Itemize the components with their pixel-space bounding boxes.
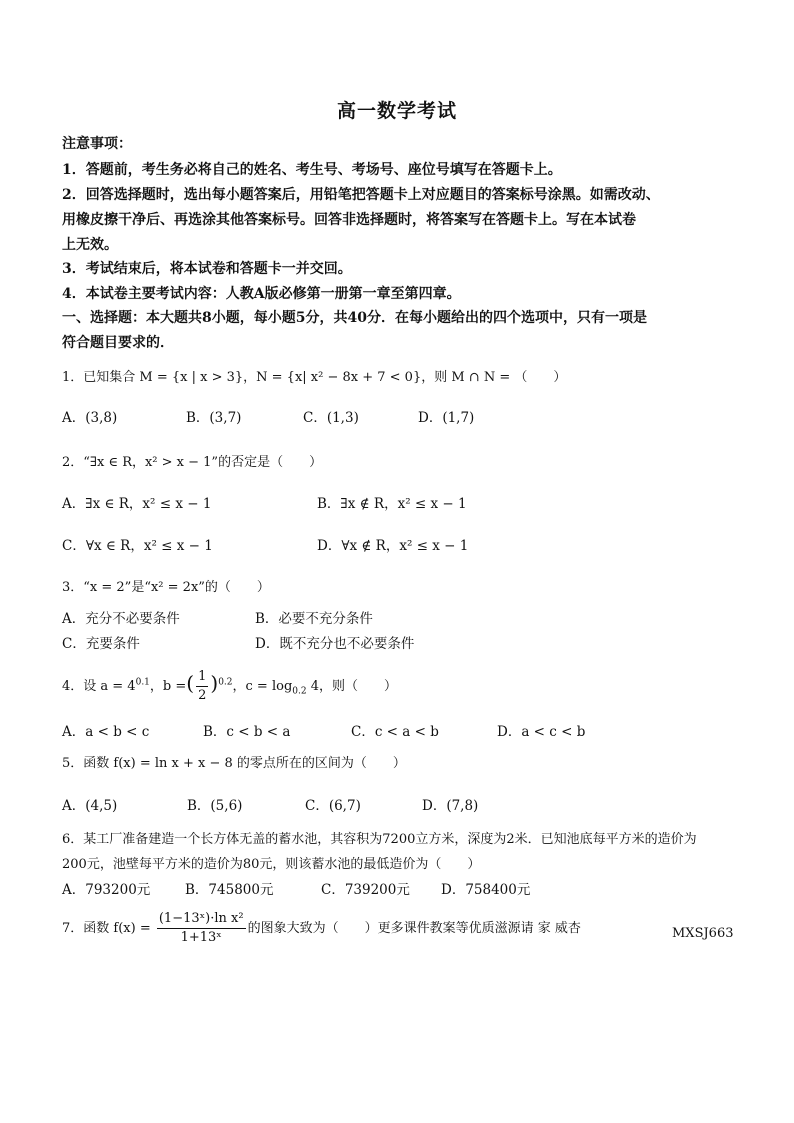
- q4-fraction-denominator: 2: [198, 688, 207, 703]
- q4-option-a[interactable]: A．a < b < c: [62, 724, 150, 740]
- q4-option-b[interactable]: B．c < b < a: [203, 724, 291, 740]
- q3-option-b[interactable]: B．必要不充分条件: [255, 611, 373, 627]
- question-6-stem-line-1: 6．某工厂准备建造一个长方体无盖的蓄水池，其容积为7200立方米，深度为2米．已知池底每平方米的造价为: [62, 832, 697, 847]
- q2-option-a[interactable]: A．∃x ∈ R，x² ≤ x − 1: [62, 496, 212, 512]
- q5-option-d[interactable]: D．(7,8): [422, 798, 479, 814]
- q6-option-c[interactable]: C．739200元: [321, 882, 410, 898]
- note-line-1: 1．答题前，考生务必将自己的姓名、考生号、考场号、座位号填写在答题卡上。: [62, 162, 562, 178]
- question-3-stem: 3．“x = 2”是“x² = 2x”的（ ）: [62, 580, 270, 595]
- q7-fraction: [157, 910, 246, 947]
- section-heading-line-2: 符合题目要求的．: [62, 335, 174, 351]
- question-7-stem: [62, 910, 581, 947]
- document-code: MXSJ663: [672, 926, 734, 941]
- q4-stem-end: 4，则（ ）: [306, 679, 397, 694]
- question-2-stem: 2．“∃x ∈ R，x² > x − 1”的否定是（ ）: [62, 455, 323, 470]
- q6-option-b[interactable]: B．745800元: [185, 882, 274, 898]
- q5-option-b[interactable]: B．(5,6): [187, 798, 243, 814]
- note-line-5: 3．考试结束后，将本试卷和答题卡一并交回。: [62, 261, 352, 277]
- page-title: 高一数学考试: [336, 100, 457, 122]
- question-6-stem-line-2: 200元，池壁每平方米的造价为80元，则该蓄水池的最低造价为（ ）: [62, 857, 481, 872]
- q4-option-d[interactable]: D．a < c < b: [497, 724, 586, 740]
- q1-option-a[interactable]: A．(3,8): [62, 410, 118, 426]
- q4-log-base: 0.2: [292, 686, 307, 697]
- q6-option-a[interactable]: A．793200元: [62, 882, 151, 898]
- q1-option-b[interactable]: B．(3,7): [186, 410, 242, 426]
- q5-option-c[interactable]: C．(6,7): [305, 798, 361, 814]
- q4-fraction: [196, 668, 208, 705]
- question-1-stem: 1．已知集合 M = {x | x > 3}，N = {x| x² − 8x + 7 < 0}，则 M ∩ N = （ ）: [62, 370, 567, 385]
- q7-fraction-numerator: (1−13ˣ)·ln x²: [157, 910, 246, 929]
- q1-option-d[interactable]: D．(1,7): [418, 410, 475, 426]
- q4-stem-b: ，b =: [149, 679, 187, 694]
- q5-option-a[interactable]: A．(4,5): [62, 798, 118, 814]
- q4-b-exponent: 0.2: [218, 677, 233, 688]
- q6-option-d[interactable]: D．758400元: [441, 882, 531, 898]
- notes-heading: 注意事项：: [62, 136, 132, 152]
- q4-fraction-numerator: 1: [196, 668, 208, 687]
- q7-fraction-denominator: 1+13ˣ: [180, 930, 222, 945]
- q4-a-exponent: 0.1: [135, 677, 150, 688]
- q7-stem-prefix: 7．函数 f(x) =: [62, 921, 151, 936]
- question-4-stem: 4．设 $a = 4^{0.1}$，b =( $\frac{1}{2}$ )$^{0.2}$，$c = \log_{0.2} 4$，则（ ）: [62, 669, 397, 703]
- q3-option-c[interactable]: C．充要条件: [62, 636, 140, 652]
- note-line-3: 用橡皮擦干净后、再选涂其他答案标号。回答非选择题时，将答案写在答题卡上。写在本试卷: [62, 212, 636, 228]
- q3-option-a[interactable]: A．充分不必要条件: [62, 611, 180, 627]
- q2-option-b[interactable]: B．∃x ∉ R，x² ≤ x − 1: [317, 496, 467, 512]
- q2-option-c[interactable]: C．∀x ∈ R，x² ≤ x − 1: [62, 538, 213, 554]
- note-line-2: 2．回答选择题时，选出每小题答案后，用铅笔把答题卡上对应题目的答案标号涂黑。如需改动、: [62, 187, 660, 203]
- q2-option-d[interactable]: D．∀x ∉ R，x² ≤ x − 1: [317, 538, 469, 554]
- q4-stem-a: 4．设 a = 4: [62, 679, 136, 694]
- section-heading-line-1: 一、选择题：本大题共8小题，每小题5分，共40分．在每小题给出的四个选项中，只有一项是: [62, 310, 647, 326]
- q3-option-d[interactable]: D．既不充分也不必要条件: [255, 636, 415, 652]
- q7-stem-suffix: 的图象大致为（ ）更多课件教案等优质滋源请 家 威杏: [247, 921, 581, 936]
- q1-option-c[interactable]: C．(1,3): [303, 410, 359, 426]
- q4-option-c[interactable]: C．c < a < b: [351, 724, 439, 740]
- question-5-stem: 5．函数 f(x) = ln x + x − 8 的零点所在的区间为（ ）: [62, 756, 406, 771]
- q4-stem-c: ，c = log: [232, 679, 293, 694]
- note-line-4: 上无效。: [62, 237, 118, 253]
- note-line-6: 4．本试卷主要考试内容：人教A版必修第一册第一章至第四章。: [62, 286, 461, 302]
